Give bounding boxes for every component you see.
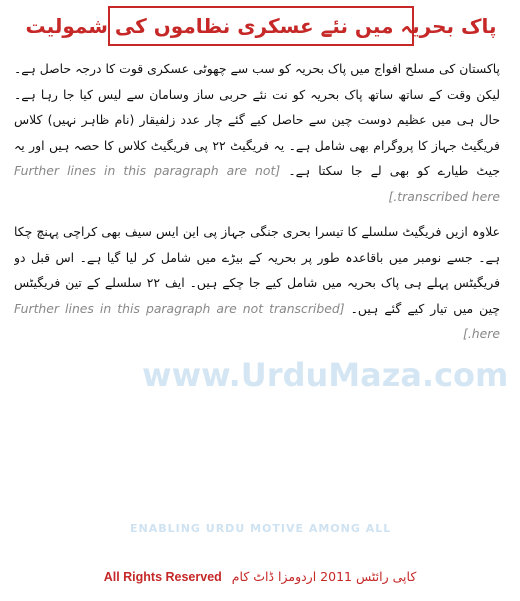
title-banner: [25, 6, 497, 46]
article-body: [14, 56, 500, 572]
paragraph: [14, 219, 500, 347]
paragraph-text: علاوہ ازیں فریگیٹ سلسلے کا تیسرا بحری جنگی جہاز پی این ایس سیف بھی کراچی پہنچ چکا ہے۔ جسے نومبر میں باقاعدہ طور پر بحریہ کے بیڑے میں شامل کر لیا گیا ہے۔ اس قبل دو فریگیٹس پہلے ہی پاک بحریہ میں شامل کیے جا چکے ہیں۔ ایف ۲۲ سلسلے کے تین فریگیٹس چین میں تیار کیے گئے ہیں۔: [14, 224, 500, 316]
page-title: پاک بحریہ میں نئے عسکری نظاموں کی شمولیت: [25, 14, 497, 38]
paragraph: [14, 56, 500, 209]
paragraph-missing-note: [Further lines in this paragraph are not transcribed here.]: [14, 163, 500, 204]
watermark-tagline: ENABLING URDU MOTIVE AMONG ALL: [130, 522, 392, 535]
footer-copyright: کاپی رائٹس 2011 اردومزا ڈاٹ کام: [231, 569, 417, 584]
paragraph-text: پاکستان کی مسلح افواج میں پاک بحریہ کو سب سے چھوٹی عسکری قوت کا درجہ حاصل ہے۔ لیکن وقت کے ساتھ ساتھ پاک بحریہ کو نت نئے حربی ساز وسامان سے لیس کیا جا رہا ہے۔ حال ہی میں عظیم دوست چین سے حاصل کیے گئے چار عدد زلفیقار (نام ظاہر نہیں) کلاس فریگیٹ جہاز کا پروگرام بھی شامل ہے۔ یہ فریگیٹ ۲۲ پی فریگیٹ کلاس کا حصہ ہیں اور یہ جیٹ طیارے کو بھی لے جا سکتا ہے۔: [14, 61, 500, 178]
watermark-url: www.UrduMaza.com: [142, 356, 509, 394]
footer: [0, 569, 520, 589]
footer-rights: All Rights Reserved: [103, 570, 222, 584]
paragraph-missing-note: [Further lines in this paragraph are not transcribed here.]: [14, 300, 500, 341]
